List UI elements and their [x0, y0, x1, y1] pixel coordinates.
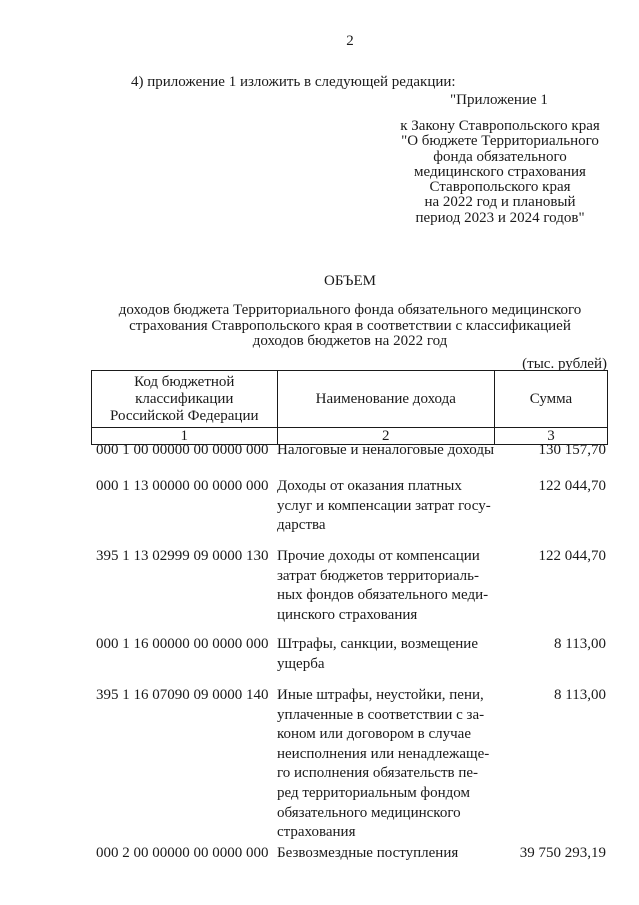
header-name: Наименование дохода — [277, 371, 494, 428]
appendix-reference-line: медицинского страхования — [414, 163, 586, 180]
appendix-reference-line: фонда обязательного — [433, 148, 567, 165]
row-name-line: Доходы от оказания платных — [277, 478, 462, 494]
appendix-reference-line: к Закону Ставропольского края — [400, 118, 600, 134]
document-subtitle-line: доходов бюджетов на 2022 год — [252, 333, 448, 349]
row-name-line: затрат бюджетов территориаль- — [277, 567, 479, 584]
row-sum: 8 113,00 — [554, 687, 606, 703]
row-sum: 122 044,70 — [538, 548, 606, 564]
row-name — [277, 441, 502, 461]
appendix-title: "Приложение 1 — [450, 92, 548, 108]
header-code — [92, 371, 278, 428]
row-sum: 8 113,00 — [554, 636, 606, 652]
row-name-line: ных фондов обязательного меди- — [277, 587, 489, 604]
row-code: 395 1 16 07090 09 0000 140 — [96, 687, 269, 703]
row-name-line: ущерба — [277, 655, 325, 672]
row-name-line: обязательного медицинского — [277, 804, 461, 821]
row-name-line: услуг и компенсации затрат госу- — [277, 497, 491, 514]
row-name — [277, 844, 502, 864]
row-code: 000 2 00 00000 00 0000 000 — [96, 845, 269, 861]
row-name-line: Безвозмездные поступления — [277, 845, 459, 861]
row-name-line: Прочие доходы от компенсации — [277, 548, 480, 564]
header-code-line: классификации — [135, 390, 234, 407]
row-name-line: Налоговые и неналоговые доходы — [277, 442, 495, 458]
row-name-line: цинского страхования — [277, 606, 418, 623]
row-name-line: дарства — [277, 517, 326, 534]
appendix-reference-line: "О бюджете Территориального — [401, 133, 599, 150]
appendix-reference-line: период 2023 и 2024 годов" — [415, 209, 585, 226]
row-name-line: Иные штрафы, неустойки, пени, — [277, 687, 484, 703]
row-code: 395 1 13 02999 09 0000 130 — [96, 548, 269, 564]
row-name-line: ред территориальным фондом — [277, 784, 471, 801]
appendix-reference — [385, 119, 615, 226]
header-code-line: Код бюджетной — [134, 373, 235, 390]
row-sum: 130 157,70 — [538, 442, 606, 458]
appendix-reference-line: Ставропольского края — [429, 179, 571, 196]
header-code-line: Российской Федерации — [110, 407, 259, 424]
document-subtitle-line: страхования Ставропольского края в соответствии с классификацией — [129, 317, 571, 334]
column-number: 3 — [494, 428, 607, 445]
row-sum: 122 044,70 — [538, 478, 606, 494]
income-table-header — [91, 370, 608, 445]
row-sum: 39 750 293,19 — [519, 845, 606, 861]
row-name-line: го исполнения обязательств пе- — [277, 765, 479, 782]
header-sum: Сумма — [494, 371, 607, 428]
document-title: ОБЪЕМ — [324, 273, 376, 289]
column-number: 2 — [277, 428, 494, 445]
row-name-line: страхования — [277, 824, 356, 841]
units-label: (тыс. рублей) — [522, 356, 607, 372]
appendix-reference-line: на 2022 год и плановый — [424, 194, 576, 211]
row-name — [277, 477, 502, 536]
document-subtitle-line: доходов бюджета Территориального фонда обязательного медицинского — [118, 302, 582, 318]
row-name-line: коном или договором в случае — [277, 726, 471, 743]
row-code: 000 1 16 00000 00 0000 000 — [96, 636, 269, 652]
intro-text: 4) приложение 1 изложить в следующей редакции: — [131, 74, 456, 90]
row-code: 000 1 13 00000 00 0000 000 — [96, 478, 269, 494]
row-code: 000 1 00 00000 00 0000 000 — [96, 442, 269, 458]
page-number: 2 — [346, 33, 354, 49]
document-subtitle — [90, 303, 610, 350]
row-name — [277, 547, 502, 625]
row-name-line: Штрафы, санкции, возмещение — [277, 636, 478, 652]
row-name-line: неисполнения или ненадлежаще- — [277, 745, 490, 762]
table-header-row — [92, 371, 608, 428]
row-name — [277, 686, 502, 843]
row-name-line: уплаченные в соответствии с за- — [277, 706, 485, 723]
column-number: 1 — [92, 428, 278, 445]
row-name — [277, 635, 502, 674]
